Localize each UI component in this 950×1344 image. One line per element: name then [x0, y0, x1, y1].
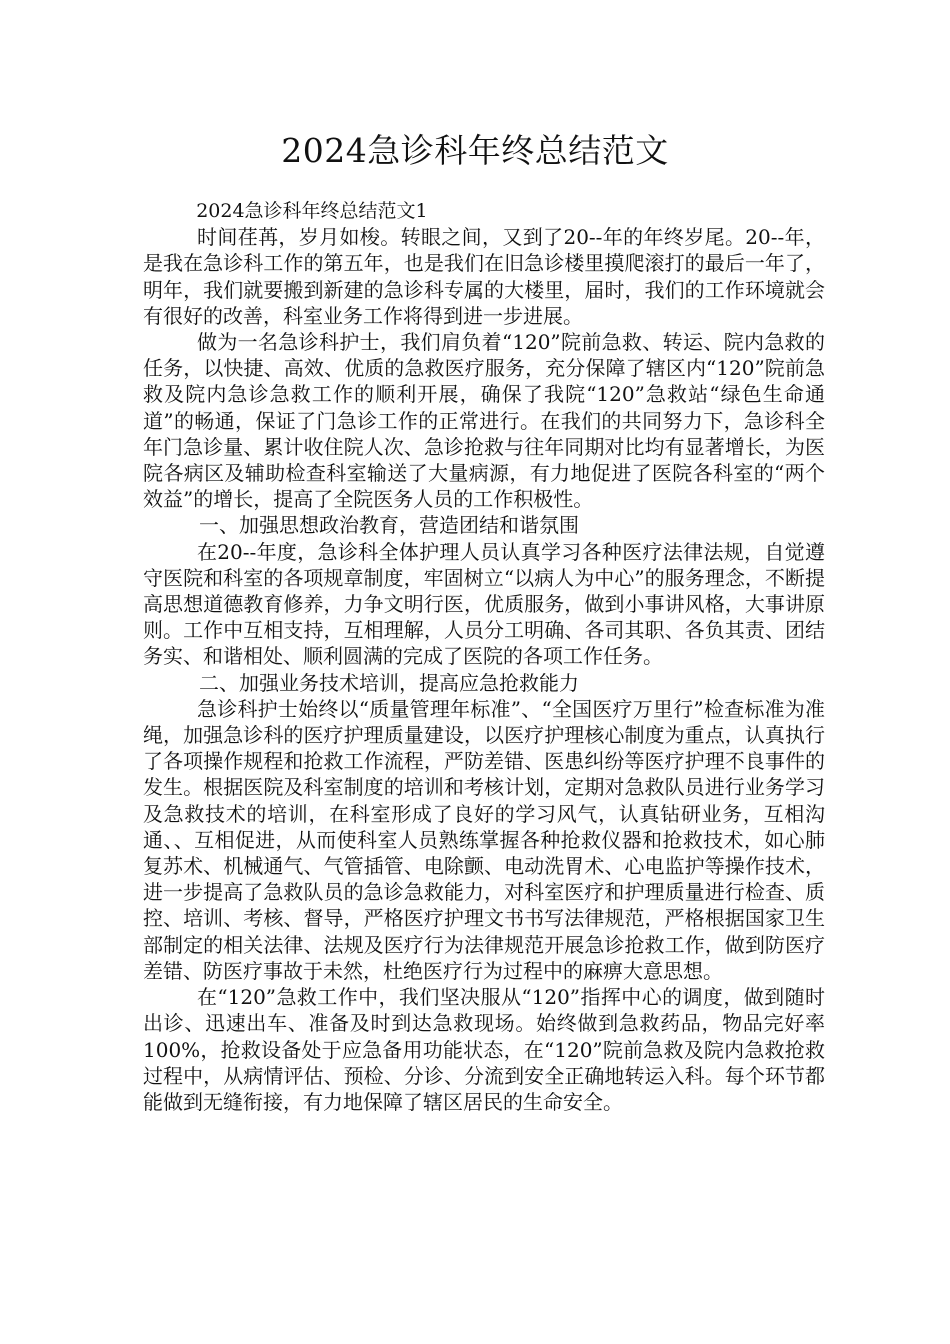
paragraph: 急诊科护士始终以“质量管理年标准”、“全国医疗万里行”检查标准为准绳，加强急诊科的医疗护理质量建设，以医疗护理核心制度为重点，认真执行了各项操作规程和抢救工作流程，严防差错、医患纠纷等医疗护理不良事件的发生。根据医院及科室制度的培训和考核计划，定期对急救队员进行业务学习及急救技术的培训，在科室形成了良好的学习风气，认真钻研业务，互相沟通、、互相促进，从而使科室人员熟练掌握各种抢救仪器和抢救技术，如心肺复苏术、机械通气、气管插管、电除颤、电动洗胃术、心电监护等操作技术，进一步提高了急救队员的急诊急救能力，对科室医疗和护理质量进行检查、质控、培训、考核、督导，严格医疗护理文书书写法律规范，严格根据国家卫生部制定的相关法律、法规及医疗行为法律规范开展急诊抢救工作，做到防医疗差错、防医疗事故于未然，杜绝医疗行为过程中的麻痹大意思想。 [143, 696, 825, 983]
section-subtitle: 2024急诊科年终总结范文1 [196, 200, 428, 222]
document-body [143, 198, 825, 1115]
paragraph: 在20--年度，急诊科全体护理人员认真学习各种医疗法律法规，自觉遵守医院和科室的各项规章制度，牢固树立“以病人为中心”的服务理念，不断提高思想道德教育修养，力争文明行医，优质服务，做到小事讲风格，大事讲原则。工作中互相支持，互相理解，人员分工明确、各司其职、各负其责、团结务实、和谐相处、顺利圆满的完成了医院的各项工作任务。 [143, 539, 825, 669]
document-title: 2024急诊科年终总结范文 [281, 131, 669, 170]
section-heading: 二、加强业务技术培训，提高应急抢救能力 [199, 670, 579, 695]
section-heading: 一、加强思想政治教育，营造团结和谐氛围 [199, 513, 579, 538]
paragraph: 在“120”急救工作中，我们坚决服从“120”指挥中心的调度，做到随时出诊、迅速出车、准备及时到达急救现场。始终做到急救药品，物品完好率100%，抢救设备处于应急备用功能状态，在“120”院前急救及院内急救抢救过程中，从病情评估、预检、分诊、分流到安全正确地转运入科。每个环节都能做到无缝衔接，有力地保障了辖区居民的生命安全。 [143, 985, 825, 1114]
paragraph: 做为一名急诊科护士，我们肩负着“120”院前急救、转运、院内急救的任务，以快捷、高效、优质的急救医疗服务，充分保障了辖区内“120”院前急救及院内急诊急救工作的顺利开展，确保了我院“120”急救站“绿色生命通道”的畅通，保证了门急诊工作的正常进行。在我们的共同努力下，急诊科全年门急诊量、累计收住院人次、急诊抢救与往年同期对比均有显著增长，为医院各病区及辅助检查科室输送了大量病源，有力地促进了医院各科室的“两个效益”的增长，提高了全院医务人员的工作积极性。 [143, 330, 825, 512]
paragraph: 时间荏苒，岁月如梭。转眼之间，又到了20--年的年终岁尾。20--年，是我在急诊科工作的第五年，也是我们在旧急诊楼里摸爬滚打的最后一年了，明年，我们就要搬到新建的急诊科专属的大楼里，届时，我们的工作环境就会有很好的改善，科室业务工作将得到进一步进展。 [143, 225, 825, 328]
